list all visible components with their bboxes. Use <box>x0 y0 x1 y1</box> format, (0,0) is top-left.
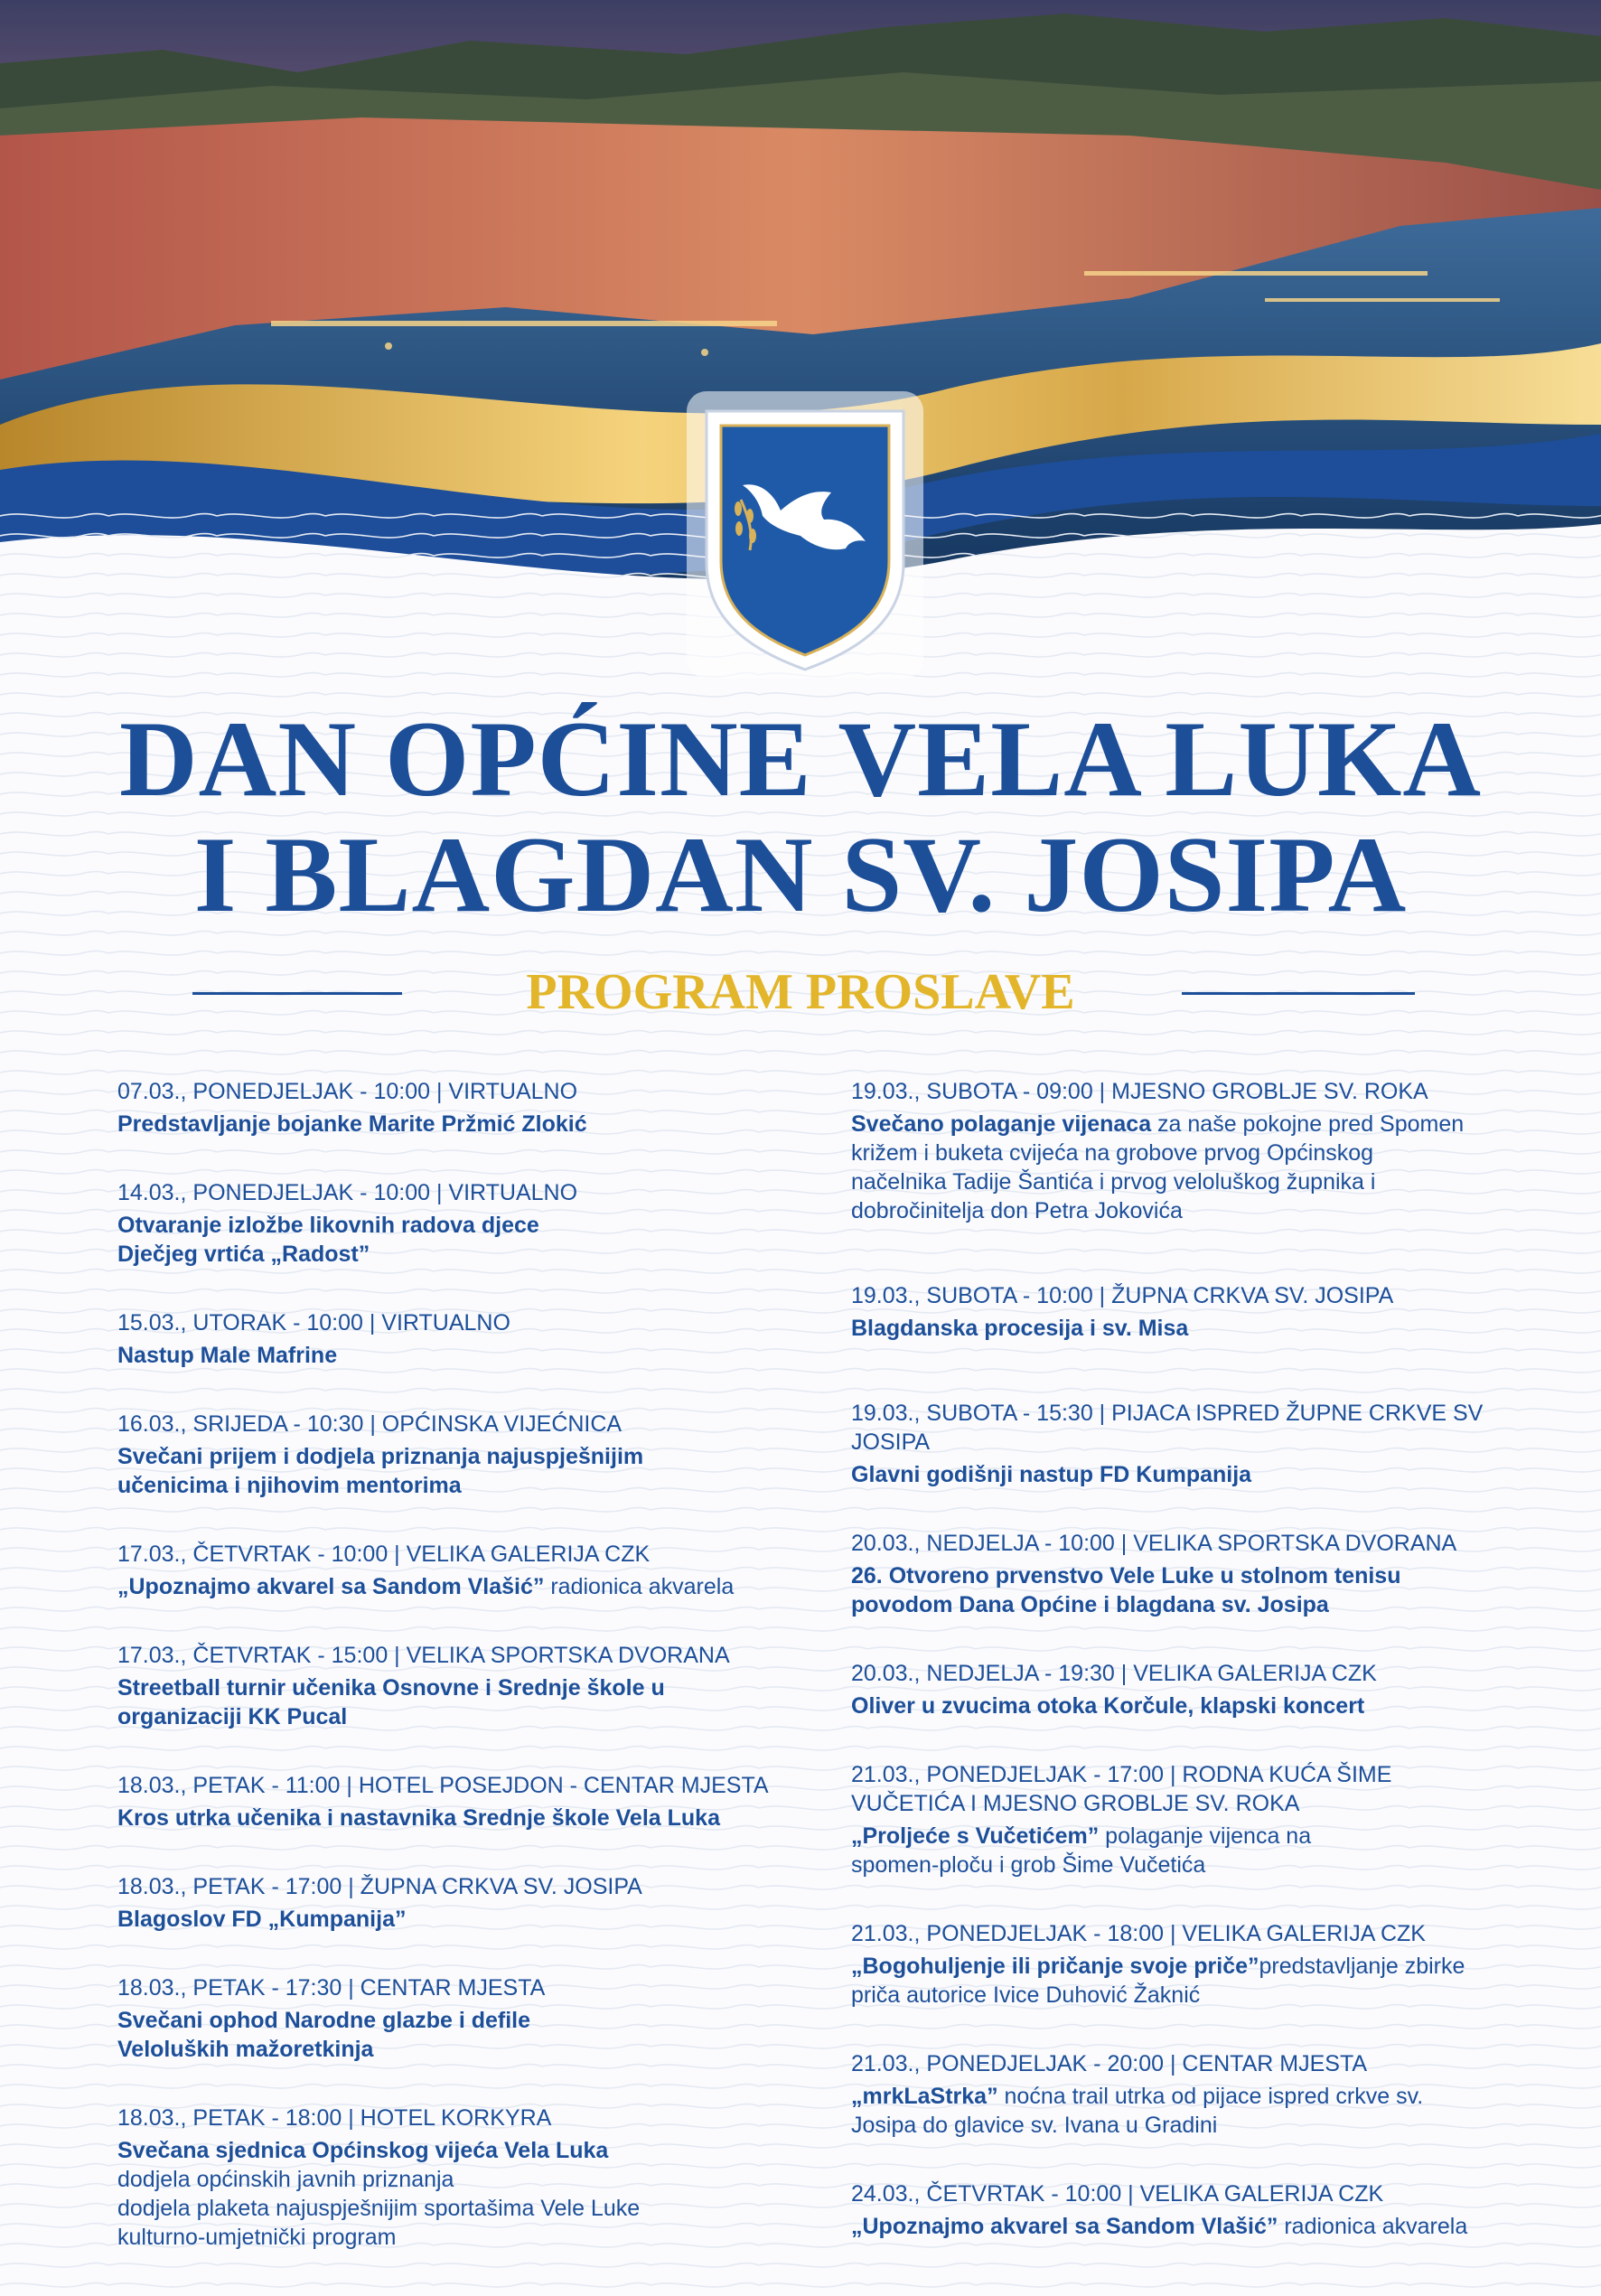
event-detail-line: dodjela plaketa najuspješnijim sportašima Vele Luke <box>117 2196 641 2221</box>
event-item <box>851 2049 1565 2140</box>
event-item <box>117 1410 831 1500</box>
event-description: radionica akvarela <box>1278 2214 1468 2239</box>
title-line-1: DAN OPĆINE VELA LUKA <box>119 698 1482 819</box>
event-title: Svečana sjednica Općinskog vijeća Vela Luka <box>117 2138 609 2163</box>
event-item <box>117 1641 831 1731</box>
event-title: Oliver u zvucima otoka Korčule, klapski koncert <box>851 1693 1365 1719</box>
event-meta: 16.03., SRIJEDA - 10:30 | OPĆINSKA VIJEĆNICA <box>117 1411 623 1437</box>
event-item <box>117 1077 831 1139</box>
event-item <box>851 1760 1565 1879</box>
title-line-2: I BLAGDAN SV. JOSIPA <box>193 814 1408 934</box>
event-description: polaganje vijenca na spomen-ploču i grob Šime Vučetića <box>851 1823 1312 1878</box>
event-description: predstavljanje zbirke priča autorice Ivice Duhović Žaknić <box>851 1954 1465 2008</box>
event-item <box>851 1919 1565 2010</box>
event-item <box>117 1540 831 1601</box>
event-title: Nastup Male Mafrine <box>117 1343 338 1368</box>
event-detail-line: dodjela općinskih javnih priznanja <box>117 2167 454 2192</box>
event-meta: 18.03., PETAK - 17:30 | CENTAR MJESTA <box>117 1975 546 2001</box>
event-meta: 18.03., PETAK - 11:00 | HOTEL POSEJDON - CENTAR MJESTA <box>117 1773 769 1798</box>
event-title: Streetball turnir učenika Osnovne i Srednje škole u organizaciji KK Pucal <box>117 1675 665 1729</box>
event-title: Glavni godišnji nastup FD Kumpanija <box>851 1462 1252 1487</box>
event-meta: 15.03., UTORAK - 10:00 | VIRTUALNO <box>117 1310 510 1335</box>
event-description: za naše pokojne pred Spomen križem i buketa cvijeća na grobove prvog Općinskog načelnika Tadije Šantića i prvog veloluškog župnika i dobročinitelja don Petra Jokovića <box>851 1111 1465 1223</box>
event-title: Blagoslov FD „Kumpanija” <box>117 1907 407 1932</box>
event-title: Svečano polaganje vijenaca <box>851 1111 1152 1137</box>
event-item <box>851 1659 1565 1720</box>
event-meta: 19.03., SUBOTA - 09:00 | MJESNO GROBLJE SV. ROKA <box>851 1079 1428 1104</box>
event-item <box>117 1771 831 1832</box>
program-column-right <box>851 1077 1565 2241</box>
event-title: Svečani ophod Narodne glazbe i defile Veloluških mažoretkinja <box>117 2008 531 2062</box>
event-item <box>117 2104 831 2252</box>
event-title: Predstavljanje bojanke Marite Pržmić Zlokić <box>117 1111 587 1137</box>
event-title: „Upoznajmo akvarel sa Sandom Vlašić” <box>117 1574 545 1599</box>
subtitle: PROGRAM PROSLAVE <box>526 964 1075 1020</box>
event-title: „mrkLaStrka” <box>851 2084 998 2109</box>
event-meta: 18.03., PETAK - 17:00 | ŽUPNA CRKVA SV. JOSIPA <box>117 1874 642 1899</box>
coat-of-arms <box>687 391 923 679</box>
event-item <box>851 1399 1565 1489</box>
event-meta: 20.03., NEDJELJA - 10:00 | VELIKA SPORTSKA DVORANA <box>851 1531 1457 1556</box>
event-item <box>117 1973 831 2064</box>
event-meta: 18.03., PETAK - 18:00 | HOTEL KORKYRA <box>117 2105 552 2131</box>
event-title: Otvaranje izložbe likovnih radova djece Dječjeg vrtića „Radost” <box>117 1213 539 1267</box>
event-meta: 17.03., ČETVRTAK - 10:00 | VELIKA GALERIJA CZK <box>117 1542 651 1567</box>
event-title: „Upoznajmo akvarel sa Sandom Vlašić” <box>851 2214 1278 2239</box>
event-detail-line: kulturno-umjetnički program <box>117 2225 397 2250</box>
event-title: Svečani prijem i dodjela priznanja najuspješnijim učenicima i njihovim mentorima <box>117 1444 644 1498</box>
event-title: „Proljeće s Vučetićem” <box>851 1823 1100 1849</box>
event-meta: 07.03., PONEDJELJAK - 10:00 | VIRTUALNO <box>117 1079 578 1104</box>
event-meta: 24.03., ČETVRTAK - 10:00 | VELIKA GALERIJA CZK <box>851 2181 1384 2207</box>
event-meta: 21.03., PONEDJELJAK - 20:00 | CENTAR MJESTA <box>851 2051 1368 2076</box>
program-column-left <box>117 1077 831 2252</box>
event-title: Kros utrka učenika i nastavnika Srednje škole Vela Luka <box>117 1805 720 1831</box>
event-item <box>851 1529 1565 1619</box>
event-item <box>851 2179 1565 2241</box>
event-meta: 17.03., ČETVRTAK - 15:00 | VELIKA SPORTSKA DVORANA <box>117 1643 730 1668</box>
subtitle-row <box>0 961 1601 1024</box>
event-meta: 21.03., PONEDJELJAK - 17:00 | RODNA KUĆA ŠIME VUČETIĆA I MJESNO GROBLJE SV. ROKA <box>851 1762 1392 1816</box>
event-item <box>851 1077 1565 1225</box>
event-item <box>117 1308 831 1370</box>
event-meta: 21.03., PONEDJELJAK - 18:00 | VELIKA GALERIJA CZK <box>851 1921 1426 1946</box>
event-description: noćna trail utrka od pijace ispred crkve sv. Josipa do glavice sv. Ivana u Gradini <box>851 2084 1424 2138</box>
event-item <box>851 1281 1565 1343</box>
event-title: „Bogohuljenje ili pričanje svoje priče” <box>851 1954 1259 1979</box>
event-meta: 19.03., SUBOTA - 15:30 | PIJACA ISPRED ŽUPNE CRKVE SV JOSIPA <box>851 1401 1484 1455</box>
event-description: radionica akvarela <box>544 1574 735 1599</box>
event-meta: 19.03., SUBOTA - 10:00 | ŽUPNA CRKVA SV. JOSIPA <box>851 1283 1394 1308</box>
event-title: 26. Otvoreno prvenstvo Vele Luke u stolnom tenisu povodom Dana Općine i blagdana sv. Josipa <box>851 1563 1401 1617</box>
event-title: Blagdanska procesija i sv. Misa <box>851 1316 1189 1341</box>
event-item <box>117 1178 831 1269</box>
event-meta: 20.03., NEDJELJA - 19:30 | VELIKA GALERIJA CZK <box>851 1661 1377 1686</box>
event-meta: 14.03., PONEDJELJAK - 10:00 | VIRTUALNO <box>117 1180 578 1205</box>
event-item <box>117 1872 831 1934</box>
